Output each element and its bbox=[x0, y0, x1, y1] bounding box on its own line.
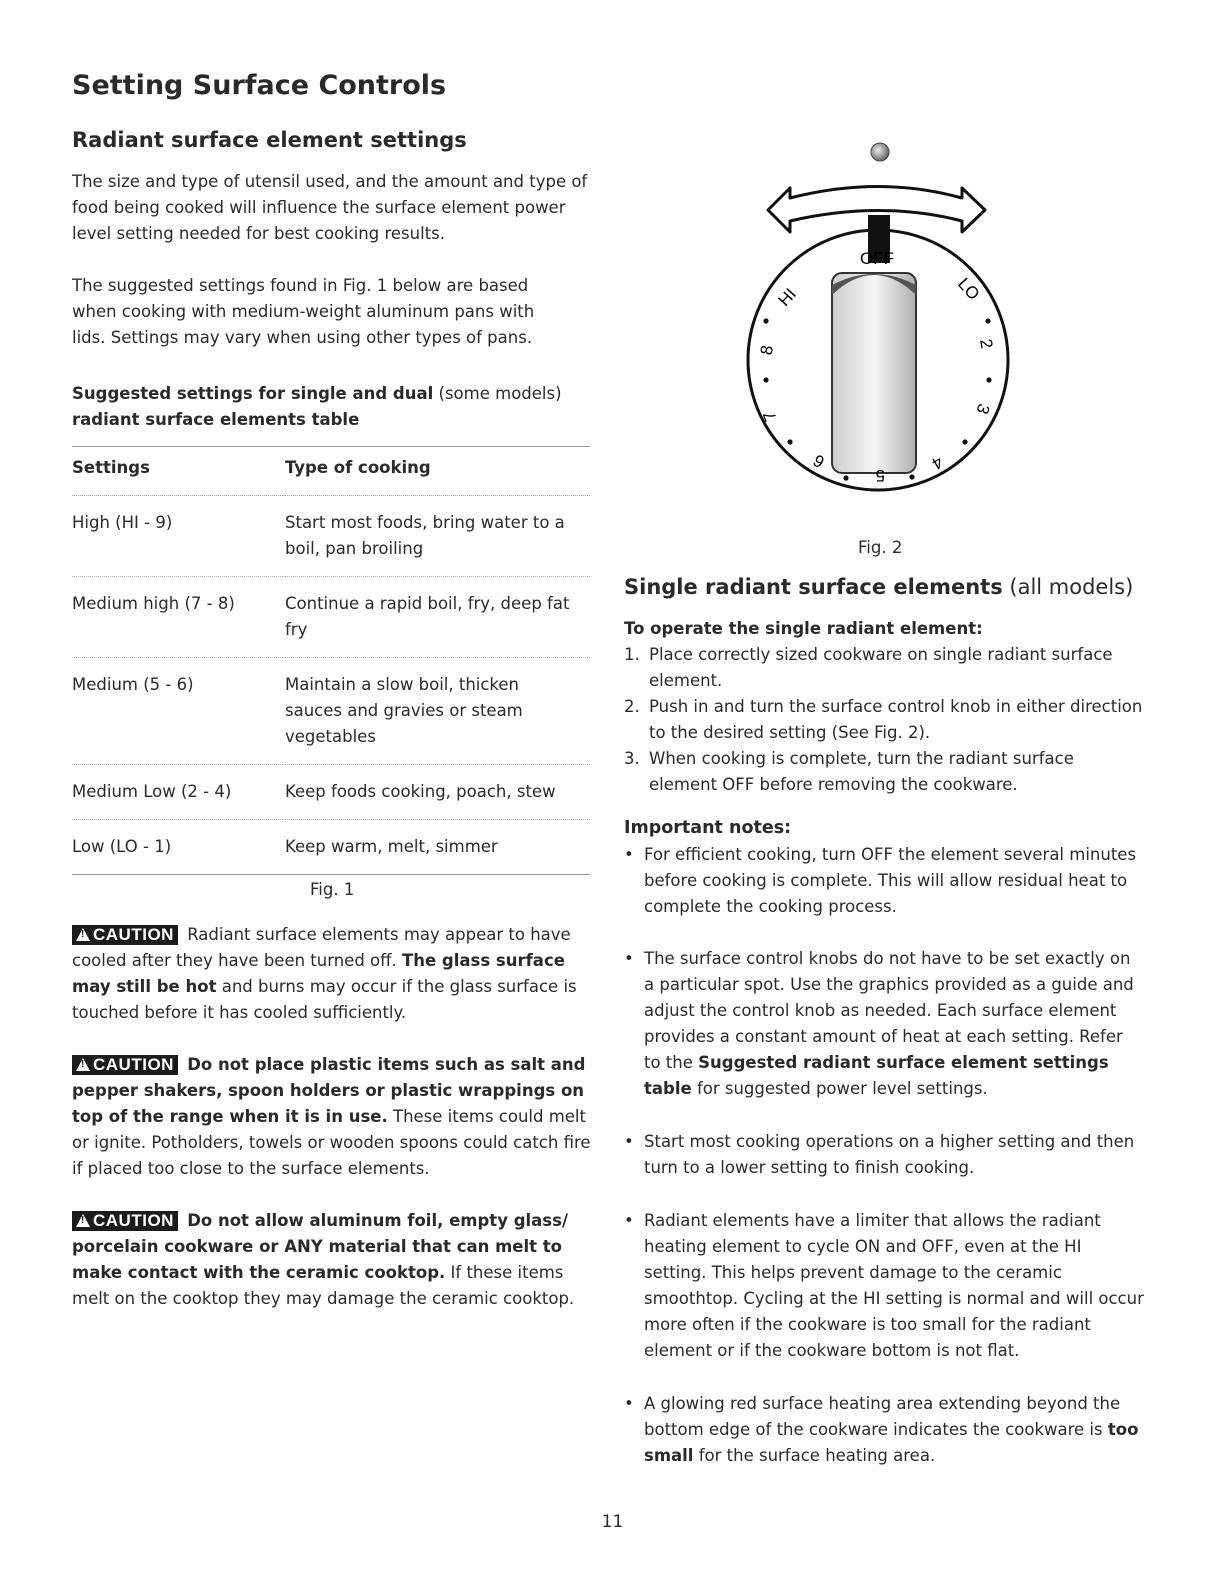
table-header-row bbox=[72, 447, 590, 496]
table-cell-cooking: Continue a rapid boil, fry, deep fat fry bbox=[285, 594, 570, 639]
operate-heading: To operate the single radiant element: bbox=[624, 619, 983, 638]
notes-list-4 bbox=[624, 1208, 1144, 1364]
step-number: 1. bbox=[624, 645, 640, 664]
step-text: Place correctly sized cookware on single radiant surface element. bbox=[649, 645, 1113, 690]
note-text: Radiant elements have a limiter that allows the radiant heating element to cycle ON and OFF, even at the HI setting. This helps prevent damage to the ceramic smoothtop. Cycling at the HI setting is normal and will occur more often if the cookware is too small for the radiant element or if the cookware bottom is not flat. bbox=[644, 1211, 1144, 1360]
table-cell-cooking: Maintain a slow boil, thicken sauces and gravies or steam vegetables bbox=[285, 675, 523, 746]
table-caption-bold: Suggested settings for single and dual bbox=[72, 384, 434, 403]
caution-block-3 bbox=[72, 1208, 592, 1312]
caution-badge bbox=[72, 1211, 178, 1231]
list-item bbox=[624, 1391, 1144, 1469]
section-heading-single-radiant bbox=[624, 575, 1133, 599]
list-item bbox=[624, 694, 1144, 746]
caution1-text-a: Radiant surface elements may appear to have cooled after they have been turned off. bbox=[72, 925, 571, 970]
fig2-caption: Fig. 2 bbox=[858, 538, 903, 557]
caution-badge-label: CAUTION bbox=[93, 1055, 174, 1074]
warning-triangle-icon bbox=[76, 928, 90, 941]
table-row bbox=[72, 820, 590, 875]
warning-triangle-icon bbox=[76, 1058, 90, 1071]
table-caption-normal: (some models) bbox=[433, 384, 562, 403]
bullet-icon: • bbox=[624, 1211, 634, 1230]
table-caption bbox=[72, 381, 592, 433]
table-header-type: Type of cooking bbox=[285, 458, 431, 477]
notes-list-3 bbox=[624, 1129, 1144, 1181]
bullet-icon: • bbox=[624, 1132, 634, 1151]
knob-label-5: 5 bbox=[875, 466, 885, 485]
knob-label-8: 8 bbox=[756, 343, 778, 357]
note5-bold: too small bbox=[644, 1420, 1139, 1465]
bullet-icon: • bbox=[624, 845, 634, 864]
step-text: Push in and turn the surface control knob in either direction to the desired setting (See Fig. 2). bbox=[649, 697, 1143, 742]
knob-label-lo: LO bbox=[954, 274, 984, 304]
page-number: 11 bbox=[601, 1512, 624, 1532]
caution2-bold: Do not place plastic items such as salt and pepper shakers, spoon holders or plastic wrappings on top of the range when it is in use. bbox=[72, 1055, 586, 1126]
table-row bbox=[72, 765, 590, 820]
caution1-text-b: and burns may occur if the glass surface is touched before it has cooled sufficiently. bbox=[72, 977, 577, 1022]
caution-badge bbox=[72, 1055, 178, 1075]
note-text: Start most cooking operations on a higher setting and then turn to a lower setting to finish cooking. bbox=[644, 1132, 1135, 1177]
note-text bbox=[644, 1391, 1144, 1469]
caution3-bold: Do not allow aluminum foil, empty glass/ porcelain cookware or ANY material that can melt to make contact with the ceramic cooktop. bbox=[72, 1211, 568, 1282]
note2-text-b: for suggested power level settings. bbox=[696, 1079, 988, 1098]
caution1-bold: The glass surface may still be hot bbox=[72, 951, 565, 996]
knob-label-2: 2 bbox=[976, 337, 997, 350]
bullet-icon: • bbox=[624, 1394, 634, 1413]
note2-text-a: The surface control knobs do not have to be set exactly on a particular spot. Use the graphics provided as a guide and adjust the control knob as needed. Each surface element provides a constant amount of heat at each setting. Refer to the bbox=[644, 949, 1134, 1072]
knob-body bbox=[832, 273, 916, 473]
important-notes-heading: Important notes: bbox=[624, 818, 792, 838]
knob-label-3: 3 bbox=[972, 401, 994, 417]
caution3-text: If these items melt on the cooktop they may damage the ceramic cooktop. bbox=[72, 1263, 575, 1308]
notes-list-2 bbox=[624, 946, 1144, 1102]
note5-text-a: A glowing red surface heating area extending beyond the bottom edge of the cookware indicates the cookware is bbox=[644, 1394, 1121, 1439]
knob-label-7: 7 bbox=[759, 408, 781, 425]
table-row bbox=[72, 577, 590, 658]
knob-label-6: 6 bbox=[809, 450, 828, 472]
table-cell-setting: Medium Low (2 - 4) bbox=[72, 782, 232, 801]
knob-label-4: 4 bbox=[928, 452, 947, 474]
warning-triangle-icon bbox=[76, 1214, 90, 1227]
control-knob-illustration bbox=[740, 135, 1020, 505]
single-radiant-heading-normal: (all models) bbox=[1002, 575, 1134, 599]
note5-text-b: for the surface heating area. bbox=[698, 1446, 936, 1465]
table-cell-setting: High (HI - 9) bbox=[72, 513, 173, 532]
caution-block-1 bbox=[72, 922, 592, 1026]
caution2-text: These items could melt or ignite. Potholders, towels or wooden spoons could catch fire if placed too close to the surface elements. bbox=[72, 1107, 591, 1178]
list-item bbox=[624, 946, 1144, 1102]
note-text: For efficient cooking, turn OFF the element several minutes before cooking is complete. This will allow residual heat to complete the cooking process. bbox=[644, 845, 1137, 916]
page-title: Setting Surface Controls bbox=[72, 70, 447, 101]
caution-badge-label: CAUTION bbox=[93, 925, 174, 944]
table-caption-bold-2: radiant surface elements table bbox=[72, 410, 360, 429]
table-cell-cooking: Keep foods cooking, poach, stew bbox=[285, 782, 556, 801]
step-number: 2. bbox=[624, 697, 640, 716]
bullet-icon: • bbox=[624, 949, 634, 968]
knob-label-off: OFF bbox=[860, 249, 894, 268]
step-number: 3. bbox=[624, 749, 640, 768]
single-radiant-heading-bold: Single radiant surface elements bbox=[624, 575, 1003, 599]
suggested-settings-paragraph: The suggested settings found in Fig. 1 below are based when cooking with medium-weight aluminum pans with lids. Settings may vary when using other types of pans. bbox=[72, 276, 535, 347]
note-text bbox=[644, 946, 1144, 1102]
settings-table bbox=[72, 446, 590, 875]
fig1-caption: Fig. 1 bbox=[310, 880, 355, 899]
table-header-settings: Settings bbox=[72, 458, 150, 477]
caution-block-2 bbox=[72, 1052, 592, 1182]
list-item bbox=[624, 642, 1144, 694]
indicator-light-icon bbox=[871, 143, 889, 161]
table-row bbox=[72, 496, 590, 577]
caution-badge bbox=[72, 925, 178, 945]
notes-list-5 bbox=[624, 1391, 1144, 1469]
notes-list-1 bbox=[624, 842, 1144, 920]
table-cell-setting: Medium (5 - 6) bbox=[72, 675, 194, 694]
table-cell-setting: Medium high (7 - 8) bbox=[72, 594, 235, 613]
knob-label-hi: HI bbox=[774, 284, 801, 310]
table-cell-cooking: Start most foods, bring water to a boil, pan broiling bbox=[285, 513, 565, 558]
list-item bbox=[624, 842, 1144, 920]
step-text: When cooking is complete, turn the radiant surface element OFF before removing the cookware. bbox=[649, 749, 1074, 794]
operate-steps-list bbox=[624, 642, 1144, 798]
intro-paragraph: The size and type of utensil used, and the amount and type of food being cooked will influence the surface element power level setting needed for best cooking results. bbox=[72, 172, 588, 243]
table-cell-setting: Low (LO - 1) bbox=[72, 837, 172, 856]
list-item bbox=[624, 746, 1144, 798]
caution-badge-label: CAUTION bbox=[93, 1211, 174, 1230]
list-item bbox=[624, 1129, 1144, 1181]
note2-bold: Suggested radiant surface element settings table bbox=[644, 1053, 1109, 1098]
section-heading-radiant-settings: Radiant surface element settings bbox=[72, 128, 467, 152]
list-item bbox=[624, 1208, 1144, 1364]
table-row bbox=[72, 658, 590, 765]
table-cell-cooking: Keep warm, melt, simmer bbox=[285, 837, 498, 856]
